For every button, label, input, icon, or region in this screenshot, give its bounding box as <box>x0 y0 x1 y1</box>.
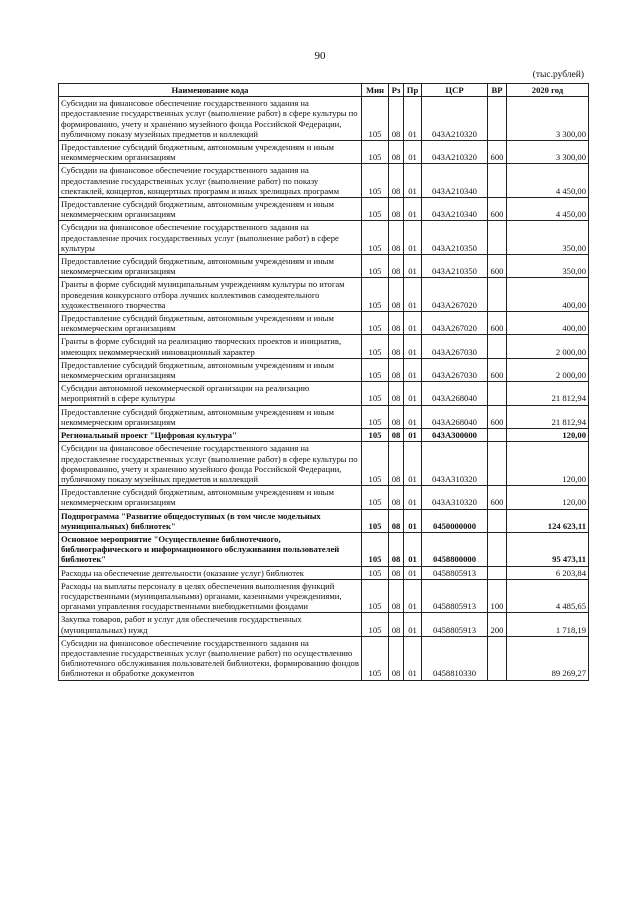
header-name: Наименование кода <box>59 84 362 97</box>
cell-csr: 0458810330 <box>422 636 488 680</box>
table-row <box>59 312 589 335</box>
cell-vr: 100 <box>488 579 507 613</box>
cell-rz: 08 <box>389 255 404 278</box>
cell-min: 105 <box>362 255 389 278</box>
cell-rz: 08 <box>389 358 404 381</box>
cell-vr: 600 <box>488 141 507 164</box>
cell-rz: 08 <box>389 442 404 486</box>
header-pr: Пр <box>404 84 422 97</box>
table-row <box>59 566 589 579</box>
cell-csr: 043A210350 <box>422 221 488 255</box>
table-row <box>59 141 589 164</box>
header-vr: ВР <box>488 84 507 97</box>
table-row <box>59 442 589 486</box>
cell-sum: 120,00 <box>507 442 589 486</box>
cell-name: Субсидии на финансовое обеспечение государственного задания на предоставление государственных услуг (выполнение работ) по осуществлению библиотечного обслуживания пользователей библиотеки, формированию фондов библиотеки и обработке документов <box>59 636 362 680</box>
cell-pr: 01 <box>404 335 422 358</box>
cell-min: 105 <box>362 198 389 221</box>
cell-name: Предоставление субсидий бюджетным, автономным учреждениям и иным некоммерческим организациям <box>59 141 362 164</box>
cell-rz: 08 <box>389 198 404 221</box>
cell-vr <box>488 97 507 141</box>
cell-sum: 3 300,00 <box>507 97 589 141</box>
cell-name: Предоставление субсидий бюджетным, автономным учреждениям и иным некоммерческим организациям <box>59 486 362 509</box>
cell-vr <box>488 442 507 486</box>
cell-vr: 600 <box>488 358 507 381</box>
cell-min: 105 <box>362 141 389 164</box>
cell-csr: 0458805913 <box>422 613 488 636</box>
cell-name: Субсидии автономной некоммерческой организации на реализацию мероприятий в сфере культуры <box>59 382 362 405</box>
cell-sum: 4 450,00 <box>507 198 589 221</box>
cell-name: Предоставление субсидий бюджетным, автономным учреждениям и иным некоммерческим организациям <box>59 358 362 381</box>
table-row <box>59 221 589 255</box>
cell-pr: 01 <box>404 579 422 613</box>
cell-min: 105 <box>362 486 389 509</box>
table-row <box>59 579 589 613</box>
cell-sum: 6 203,84 <box>507 566 589 579</box>
units-label: (тыс.рублей) <box>532 70 584 80</box>
cell-pr: 01 <box>404 358 422 381</box>
cell-rz: 08 <box>389 429 404 442</box>
table-row <box>59 429 589 442</box>
header-rz: Рз <box>389 84 404 97</box>
cell-vr: 200 <box>488 613 507 636</box>
cell-pr: 01 <box>404 636 422 680</box>
cell-name: Гранты в форме субсидий муниципальным учреждениям культуры по итогам проведения конкурсного отбора лучших коллективов самодеятельного художественного творчества <box>59 278 362 312</box>
cell-csr: 0458800000 <box>422 532 488 566</box>
cell-sum: 400,00 <box>507 278 589 312</box>
cell-vr: 600 <box>488 405 507 428</box>
cell-pr: 01 <box>404 532 422 566</box>
cell-vr <box>488 429 507 442</box>
cell-csr: 043A310320 <box>422 442 488 486</box>
cell-pr: 01 <box>404 255 422 278</box>
cell-vr: 600 <box>488 312 507 335</box>
table-row <box>59 358 589 381</box>
table-body <box>59 97 589 680</box>
cell-csr: 043A210320 <box>422 97 488 141</box>
cell-min: 105 <box>362 532 389 566</box>
table-row <box>59 164 589 198</box>
cell-sum: 124 623,11 <box>507 509 589 532</box>
cell-rz: 08 <box>389 312 404 335</box>
cell-sum: 120,00 <box>507 486 589 509</box>
header-csr: ЦСР <box>422 84 488 97</box>
header-sum: 2020 год <box>507 84 589 97</box>
cell-pr: 01 <box>404 566 422 579</box>
cell-pr: 01 <box>404 312 422 335</box>
cell-min: 105 <box>362 579 389 613</box>
cell-sum: 4 450,00 <box>507 164 589 198</box>
cell-vr: 600 <box>488 486 507 509</box>
cell-sum: 2 000,00 <box>507 335 589 358</box>
cell-csr: 043A268040 <box>422 405 488 428</box>
cell-pr: 01 <box>404 198 422 221</box>
table-header-row <box>59 84 589 97</box>
cell-pr: 01 <box>404 442 422 486</box>
cell-csr: 043A300000 <box>422 429 488 442</box>
budget-table <box>58 83 589 681</box>
cell-sum: 2 000,00 <box>507 358 589 381</box>
cell-rz: 08 <box>389 141 404 164</box>
cell-csr: 043A210340 <box>422 164 488 198</box>
cell-csr: 043A267030 <box>422 335 488 358</box>
cell-sum: 350,00 <box>507 221 589 255</box>
cell-rz: 08 <box>389 221 404 255</box>
cell-rz: 08 <box>389 636 404 680</box>
cell-csr: 043A268040 <box>422 382 488 405</box>
table-row <box>59 335 589 358</box>
cell-rz: 08 <box>389 613 404 636</box>
table-row <box>59 405 589 428</box>
table-row <box>59 97 589 141</box>
cell-pr: 01 <box>404 141 422 164</box>
cell-vr <box>488 532 507 566</box>
cell-name: Предоставление субсидий бюджетным, автономным учреждениям и иным некоммерческим организациям <box>59 405 362 428</box>
table-row <box>59 636 589 680</box>
cell-rz: 08 <box>389 509 404 532</box>
cell-rz: 08 <box>389 579 404 613</box>
table-row <box>59 509 589 532</box>
cell-vr <box>488 335 507 358</box>
cell-min: 105 <box>362 221 389 255</box>
cell-name: Субсидии на финансовое обеспечение государственного задания на предоставление государственных услуг (выполнение работ) по показу спектаклей, концертов, концертных программ и иных зрелищных программ <box>59 164 362 198</box>
cell-min: 105 <box>362 405 389 428</box>
cell-name: Субсидии на финансовое обеспечение государственного задания на предоставление прочих государственных услуг (выполнение работ) в сфере культуры <box>59 221 362 255</box>
cell-min: 105 <box>362 613 389 636</box>
cell-min: 105 <box>362 429 389 442</box>
cell-rz: 08 <box>389 335 404 358</box>
cell-pr: 01 <box>404 382 422 405</box>
cell-csr: 043A267020 <box>422 278 488 312</box>
cell-min: 105 <box>362 97 389 141</box>
cell-sum: 89 269,27 <box>507 636 589 680</box>
cell-sum: 1 718,19 <box>507 613 589 636</box>
cell-vr <box>488 164 507 198</box>
cell-sum: 350,00 <box>507 255 589 278</box>
cell-min: 105 <box>362 312 389 335</box>
cell-rz: 08 <box>389 405 404 428</box>
cell-name: Региональный проект "Цифровая культура" <box>59 429 362 442</box>
cell-pr: 01 <box>404 429 422 442</box>
cell-sum: 4 485,65 <box>507 579 589 613</box>
cell-pr: 01 <box>404 164 422 198</box>
cell-name: Предоставление субсидий бюджетным, автономным учреждениям и иным некоммерческим организациям <box>59 255 362 278</box>
cell-pr: 01 <box>404 278 422 312</box>
cell-csr: 0458805913 <box>422 579 488 613</box>
cell-csr: 043A310320 <box>422 486 488 509</box>
cell-vr <box>488 509 507 532</box>
cell-vr: 600 <box>488 198 507 221</box>
cell-sum: 95 473,11 <box>507 532 589 566</box>
cell-csr: 043A267030 <box>422 358 488 381</box>
cell-rz: 08 <box>389 486 404 509</box>
cell-min: 105 <box>362 382 389 405</box>
cell-pr: 01 <box>404 486 422 509</box>
table-row <box>59 382 589 405</box>
cell-csr: 043A210350 <box>422 255 488 278</box>
cell-csr: 043A210320 <box>422 141 488 164</box>
cell-vr <box>488 278 507 312</box>
cell-vr <box>488 636 507 680</box>
cell-name: Субсидии на финансовое обеспечение государственного задания на предоставление государственных услуг (выполнение работ) в сфере культуры по формированию, учету и хранению музейного фонда Российской Федерации, публичному показу музейных предметов и коллекций <box>59 97 362 141</box>
cell-vr <box>488 221 507 255</box>
cell-rz: 08 <box>389 382 404 405</box>
cell-vr: 600 <box>488 255 507 278</box>
cell-rz: 08 <box>389 97 404 141</box>
table-row <box>59 486 589 509</box>
cell-min: 105 <box>362 164 389 198</box>
table-row <box>59 198 589 221</box>
cell-min: 105 <box>362 509 389 532</box>
cell-pr: 01 <box>404 613 422 636</box>
cell-vr <box>488 566 507 579</box>
cell-rz: 08 <box>389 566 404 579</box>
cell-csr: 0450000000 <box>422 509 488 532</box>
cell-sum: 400,00 <box>507 312 589 335</box>
cell-pr: 01 <box>404 509 422 532</box>
cell-pr: 01 <box>404 405 422 428</box>
table-row <box>59 532 589 566</box>
cell-rz: 08 <box>389 164 404 198</box>
cell-pr: 01 <box>404 221 422 255</box>
cell-rz: 08 <box>389 278 404 312</box>
cell-sum: 3 300,00 <box>507 141 589 164</box>
cell-min: 105 <box>362 358 389 381</box>
cell-name: Подпрограмма "Развитие общедоступных (в том числе модельных муниципальных) библиотек" <box>59 509 362 532</box>
cell-csr: 0458805913 <box>422 566 488 579</box>
cell-csr: 043A210340 <box>422 198 488 221</box>
cell-name: Расходы на выплаты персоналу в целях обеспечения выполнения функций государственными (муниципальными) органами, казенными учреждениями, органами управления государственными внебюджетными фондами <box>59 579 362 613</box>
table-row <box>59 613 589 636</box>
cell-name: Субсидии на финансовое обеспечение государственного задания на предоставление государственных услуг (выполнение работ) в сфере культуры по формированию, учету и хранению музейного фонда Российской Федерации, публичному показу музейных предметов и коллекций <box>59 442 362 486</box>
cell-name: Закупка товаров, работ и услуг для обеспечения государственных (муниципальных) нужд <box>59 613 362 636</box>
cell-min: 105 <box>362 335 389 358</box>
cell-min: 105 <box>362 442 389 486</box>
cell-sum: 120,00 <box>507 429 589 442</box>
cell-pr: 01 <box>404 97 422 141</box>
cell-min: 105 <box>362 278 389 312</box>
cell-name: Гранты в форме субсидий на реализацию творческих проектов и инициатив, имеющих некоммерческий инновационный характер <box>59 335 362 358</box>
cell-name: Предоставление субсидий бюджетным, автономным учреждениям и иным некоммерческим организациям <box>59 198 362 221</box>
cell-name: Предоставление субсидий бюджетным, автономным учреждениям и иным некоммерческим организациям <box>59 312 362 335</box>
cell-rz: 08 <box>389 532 404 566</box>
cell-csr: 043A267020 <box>422 312 488 335</box>
cell-sum: 21 812,94 <box>507 405 589 428</box>
cell-name: Основное мероприятие "Осуществление библиотечного, библиографического и информационного обслуживания пользователей библиотек" <box>59 532 362 566</box>
table-row <box>59 255 589 278</box>
cell-vr <box>488 382 507 405</box>
cell-name: Расходы на обеспечение деятельности (оказание услуг) библиотек <box>59 566 362 579</box>
cell-min: 105 <box>362 636 389 680</box>
table-row <box>59 278 589 312</box>
header-min: Мин <box>362 84 389 97</box>
cell-sum: 21 812,94 <box>507 382 589 405</box>
cell-min: 105 <box>362 566 389 579</box>
page-number: 90 <box>314 50 326 62</box>
